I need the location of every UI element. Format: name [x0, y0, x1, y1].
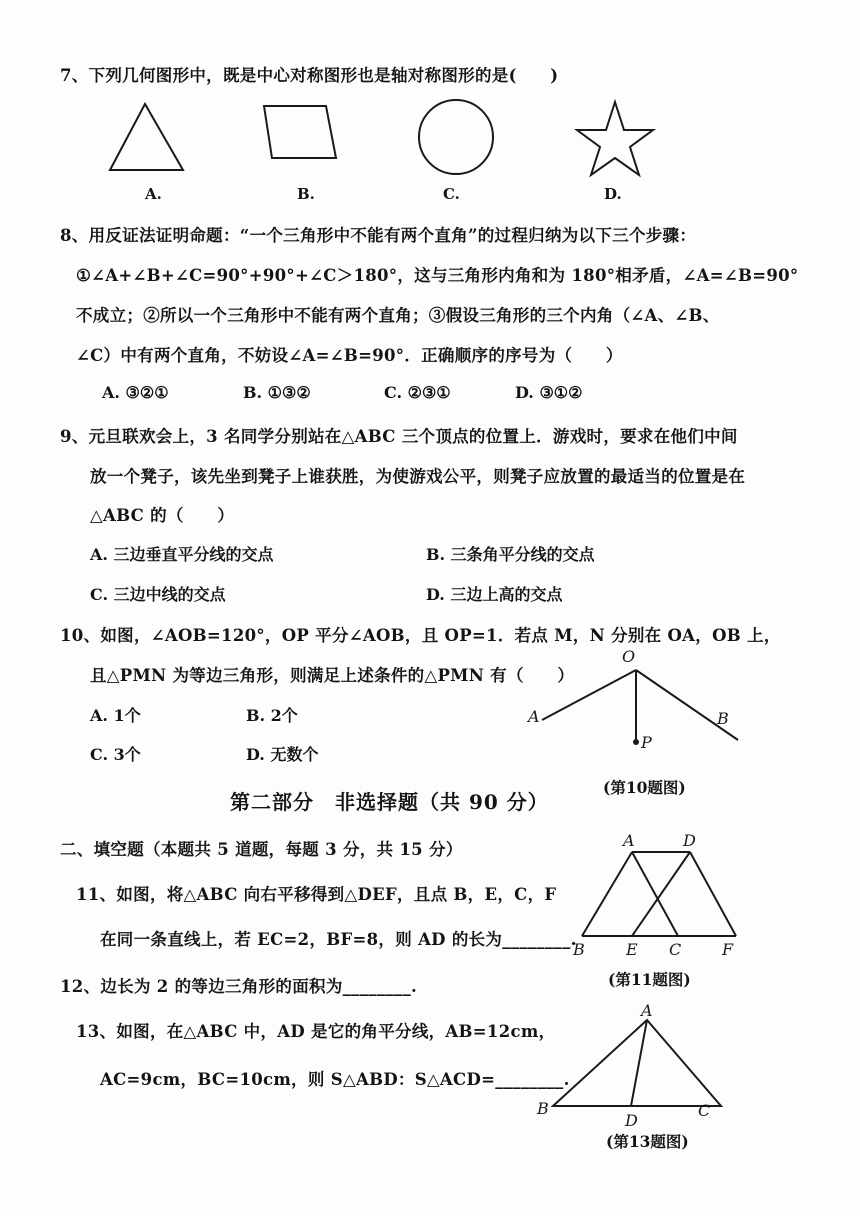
q11-label-e: E [626, 940, 638, 959]
q13-figure-caption: (第13题图) [606, 1132, 689, 1151]
q13-bisector-figure [535, 1000, 735, 1135]
q13-label-d: D [625, 1111, 638, 1130]
q10-option-d: D. 无数个 [246, 745, 319, 764]
q9-option-d: D. 三边上高的交点 [426, 585, 563, 604]
q7-option-b-label: B. [297, 185, 315, 203]
q10-label-b: B [717, 709, 729, 728]
question-11-line-1: 11、如图，将△ABC 向右平移得到△DEF，且点 B，E，C，F [76, 885, 557, 904]
q11-figure-caption: (第11题图) [608, 970, 691, 989]
question-11-line-2: 在同一条直线上，若 EC=2，BF=8，则 AD 的长为________. [100, 930, 577, 949]
q8-option-b: B. ①③② [243, 383, 311, 402]
q11-label-f: F [722, 940, 734, 959]
q7-option-a-label: A. [145, 185, 162, 203]
q10-label-o: O [622, 647, 636, 666]
q13-label-c: C [698, 1101, 711, 1120]
q9-option-b: B. 三条角平分线的交点 [426, 545, 595, 564]
question-13-line-2: AC=9cm，BC=10cm，则 S△ABD：S△ACD=________. [100, 1070, 570, 1089]
q10-option-a: A. 1个 [90, 706, 141, 725]
question-13-line-1: 13、如图，在△ABC 中，AD 是它的角平分线，AB=12cm， [76, 1022, 556, 1041]
question-9-line-2: 放一个凳子，该先坐到凳子上谁获胜，为使游戏公平，则凳子应放置的最适当的位置是在 [90, 467, 746, 486]
question-7-stem: 7、下列几何图形中，既是中心对称图形也是轴对称图形的是( ) [60, 66, 559, 85]
q7-circle-figure [415, 96, 499, 180]
q10-angle-figure [520, 640, 750, 770]
question-10-line-2: 且△PMN 为等边三角形，则满足上述条件的△PMN 有（ ） [90, 666, 575, 685]
q8-option-a: A. ③②① [102, 383, 169, 402]
q7-triangle-figure [105, 100, 195, 175]
q7-option-c-label: C. [443, 185, 460, 203]
question-12-line-1: 12、边长为 2 的等边三角形的面积为________. [60, 977, 418, 996]
question-8-line-1: 8、用反证法证明命题：“一个三角形中不能有两个直角”的过程归纳为以下三个步骤： [60, 226, 697, 245]
q11-label-b: B [573, 940, 585, 959]
q10-option-c: C. 3个 [90, 745, 141, 764]
question-8-line-3: 不成立；②所以一个三角形中不能有两个直角；③假设三角形的三个内角（∠A、∠B、 [76, 306, 720, 325]
q11-label-c: C [669, 940, 682, 959]
question-9-line-1: 9、元旦联欢会上，3 名同学分别站在△ABC 三个顶点的位置上．游戏时，要求在他们中间 [60, 427, 738, 446]
q10-label-p: P [641, 733, 652, 752]
question-10-line-1: 10、如图，∠AOB=120°，OP 平分∠AOB，且 OP=1．若点 M，N 分别在 OA，OB 上， [60, 626, 781, 645]
q13-label-b: B [537, 1099, 549, 1118]
q10-label-a: A [528, 707, 540, 726]
q9-option-a: A. 三边垂直平分线的交点 [90, 545, 274, 564]
q7-parallelogram-figure [258, 100, 348, 165]
q11-label-d: D [683, 831, 696, 850]
question-8-line-2: ①∠A+∠B+∠C=90°+90°+∠C＞180°，这与三角形内角和为 180°相矛盾，∠A=∠B=90° [76, 266, 799, 285]
q11-translation-figure [570, 830, 750, 965]
question-8-line-4: ∠C）中有两个直角，不妨设∠A=∠B=90°．正确顺序的序号为（ ） [76, 346, 623, 365]
q7-star-figure [576, 100, 658, 180]
q11-label-a: A [623, 831, 635, 850]
q9-option-c: C. 三边中线的交点 [90, 585, 226, 604]
q7-option-d-label: D. [604, 185, 622, 203]
q13-label-a: A [641, 1001, 653, 1020]
q8-option-c: C. ②③① [384, 383, 451, 402]
q8-option-d: D. ③①② [515, 383, 583, 402]
question-9-line-3: △ABC 的（ ） [90, 506, 235, 525]
part-2-title: 第二部分 非选择题（共 90 分） [230, 790, 549, 814]
q10-option-b: B. 2个 [246, 706, 298, 725]
fill-in-section-heading: 二、填空题（本题共 5 道题，每题 3 分，共 15 分） [60, 840, 463, 859]
q10-figure-caption: (第10题图) [603, 778, 686, 797]
